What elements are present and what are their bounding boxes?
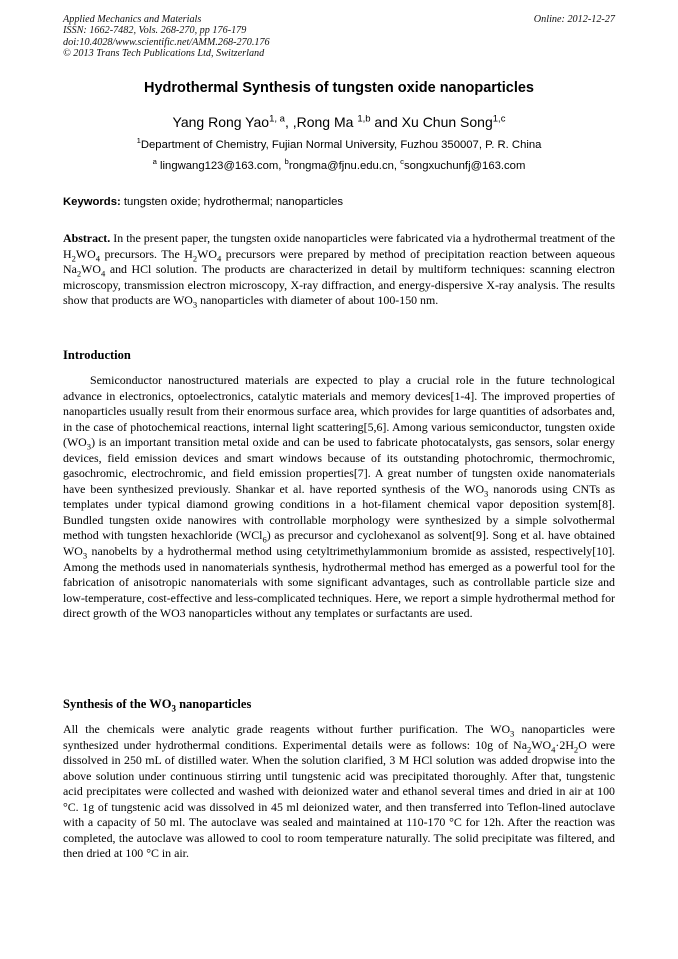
journal-header — [63, 14, 615, 59]
subscript: 2 — [76, 268, 82, 279]
online-date: Online: 2012-12-27 — [533, 14, 615, 25]
author-name: Xu Chun Song — [401, 114, 493, 130]
author-name: Rong Ma — [296, 114, 358, 130]
subscript: 4 — [95, 252, 100, 263]
body-text: nanorods using CNTs as templates under typical diamond growing conditions in a hot-filament chemical vapor deposition system[8]. Bundled tungsten oxide nanowires with controllable morphology were synthesized by a simple solvothermal method with tungsten hexachloride (WCl — [63, 481, 615, 543]
synthesis-paragraph — [63, 722, 615, 862]
author-sup: 1,b — [357, 113, 371, 125]
abstract-text: nanoparticles with diameter of about 100-150 nm. — [197, 293, 439, 308]
abstract-text: WO — [81, 262, 101, 277]
affiliation-text: Department of Chemistry, Fujian Normal University, Fuzhou 350007, P. R. China — [140, 139, 542, 151]
subscript: 4 — [100, 268, 106, 279]
body-text: nanoparticles were synthesized under hydrothermal conditions. Experimental details were as follows: 10g of Na — [63, 722, 615, 752]
introduction-paragraph — [63, 373, 615, 622]
author-sup: 1,c — [492, 113, 506, 125]
body-text: ) is an important transition metal oxide and can be used to fabricate photocatalysts, gas sensors, solar energy devices, field emission devices and smart windows because of its outstanding photochromic, thermochromic, gasochromic, electrochromic, and field emission properties[7]. A great number of tungsten oxide nanomaterials have been synthesized previously. Shankar et al. have reported synthesis of the WO — [63, 435, 615, 496]
subscript: 4 — [216, 252, 222, 263]
body-text: WO — [531, 737, 552, 752]
abstract-text: WO — [197, 246, 217, 261]
abstract-paragraph — [63, 231, 615, 309]
abstract-text: WO — [75, 246, 96, 261]
subscript: 2 — [573, 743, 579, 754]
author-separator: and — [370, 114, 402, 130]
email-address: songxuchunfj@163.com — [404, 160, 526, 172]
author-name: Yang Rong Yao — [172, 114, 270, 130]
affiliation — [0, 136, 678, 151]
author-list — [0, 114, 678, 130]
journal-name: Applied Mechanics and Materials — [63, 14, 202, 25]
subscript: 2 — [192, 252, 198, 263]
affiliation-sup: 1 — [136, 136, 141, 146]
email-sup: c — [400, 157, 404, 167]
paper-title: Hydrothermal Synthesis of tungsten oxide nanoparticles — [144, 80, 534, 96]
subscript: 3 — [484, 488, 489, 499]
heading-text: Synthesis of the WO — [63, 697, 172, 711]
doi-line: doi:10.4028/www.scientific.net/AMM.268-270.176 — [63, 36, 270, 48]
email-sup: b — [284, 157, 289, 167]
body-text: ) as precursor and cyclohexanol as solvent[9]. Song et al. have obtained WO — [63, 528, 615, 559]
section-heading-synthesis — [63, 697, 251, 712]
subscript: 4 — [551, 743, 556, 754]
subscript: 2 — [71, 252, 76, 263]
subscript: 3 — [192, 299, 198, 310]
subscript: 3 — [171, 703, 176, 714]
section-heading-introduction: Introduction — [63, 348, 131, 362]
issn-line: ISSN: 1662-7482, Vols. 268-270, pp 176-179 — [63, 25, 247, 37]
body-text: O were dissolved in 250 mL of distilled water. When the solution clarified, 3 M HCl solution was added dropwise into the above solution under continuous stirring until tungstenic acid was precipitated thoroughly. After that, tungstenic acid precipitates were collected and washed with deionized water and ethanol several times and dried in air at 100 °C. 1g of tungstenic acid was dissolved in 45 ml deionized water, and then transferred into Teflon-lined autoclave with a capacity of 50 ml. The autoclave was sealed and maintained at 110-170 °C for 12h. After the reaction was completed, the autoclave was allowed to cool to room temperature naturally. The solid precipitate was filtered, and then dried at 100 °C in air. — [63, 737, 616, 861]
abstract-text: precursors. The H — [99, 246, 193, 261]
email-address: lingwang123@163.com, — [156, 160, 285, 172]
keywords — [63, 196, 615, 208]
keywords-text: tungsten oxide; hydrothermal; nanoparticles — [120, 196, 344, 208]
subscript: 6 — [262, 534, 267, 545]
author-separator: , , — [284, 114, 297, 130]
body-text: ·2H — [555, 737, 574, 752]
email-address: rongma@fjnu.edu.cn, — [288, 160, 401, 172]
body-text: All the chemicals were analytic grade reagents without further purification. The WO — [63, 722, 511, 736]
body-text: nanobelts by a hydrothermal method using cetyltrimethylammonium bromide as assisted, respectively[10]. Among the methods used in nanomaterials synthesis, hydrothermal method has emerged as a powerful tool for the fabrication of anisotropic nanomaterials with some significant advantages, such as controllable particle size and low-temperature, cost-effective and less-complicated techniques. Here, we report a simple hydrothermal method for direct growth of the WO3 nanoparticles without any templates or surfactants are used. — [63, 544, 615, 621]
abstract-text: precursors were prepared by method of precipitation reaction between aqueous Na — [63, 246, 615, 277]
subscript: 3 — [510, 728, 515, 739]
email-list — [0, 157, 678, 172]
body-text: Semiconductor nanostructured materials are expected to play a crucial role in the future technological advance in electronics, optoelectronics, catalytic materials and memory devices[1-4]. The improved properties of nanoparticles usually result from their enormous surface area, which provides for large quantities of adsorbates and, in the case of photochemical reactions, internal light scattering[5,6]. Among various semiconductor, tungsten oxide (WO — [63, 373, 615, 450]
subscript: 2 — [527, 743, 532, 754]
email-sup: a — [152, 157, 157, 167]
subscript: 3 — [86, 441, 92, 452]
abstract-text: In the present paper, the tungsten oxide nanoparticles were fabricated via a hydrothermal treatment of the H — [63, 231, 615, 261]
keywords-label: Keywords: — [63, 196, 121, 208]
abstract-text: and HCl solution. The products are characterized in detail by multiform techniques: scanning electron microscopy, transmission electron microscopy, X-ray diffraction, and energy-dispersive X-ray analysis. The results show that products are WO — [63, 262, 615, 308]
abstract-label: Abstract. — [63, 231, 111, 245]
copyright-line: © 2013 Trans Tech Publications Ltd, Switzerland — [63, 47, 265, 59]
author-sup: 1, a — [269, 113, 285, 125]
heading-text: nanoparticles — [175, 697, 252, 711]
subscript: 3 — [82, 550, 88, 561]
